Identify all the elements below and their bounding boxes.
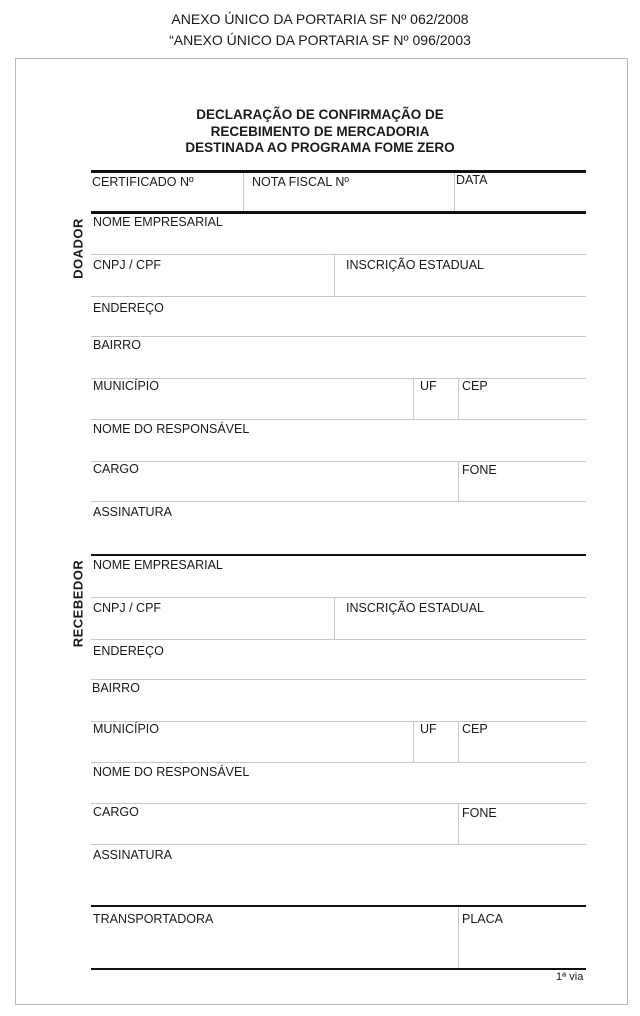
recebedor-section-label: RECEBEDOR xyxy=(70,559,86,648)
recebedor-municipio-label: MUNICÍPIO xyxy=(93,722,159,736)
row-divider xyxy=(91,296,586,297)
header-line-1: ANEXO ÚNICO DA PORTARIA SF Nº 062/2008 xyxy=(171,11,469,27)
row-divider xyxy=(91,803,586,804)
recebedor-cargo-label: CARGO xyxy=(93,805,139,819)
title-line-1: DECLARAÇÃO DE CONFIRMAÇÃO DE xyxy=(196,107,444,122)
divider xyxy=(334,254,335,296)
nota-fiscal-label: NOTA FISCAL Nº xyxy=(252,175,349,189)
row-divider xyxy=(91,378,586,379)
recebedor-responsavel-label: NOME DO RESPONSÁVEL xyxy=(93,765,250,779)
divider xyxy=(458,803,459,844)
recebedor-cnpj-label: CNPJ / CPF xyxy=(93,601,162,615)
row-divider xyxy=(91,597,586,598)
recebedor-cep-label: CEP xyxy=(462,722,488,736)
row-divider xyxy=(91,461,586,462)
recebedor-assinatura-label: ASSINATURA xyxy=(93,848,172,862)
row-divider xyxy=(91,501,586,502)
row-divider xyxy=(91,254,586,255)
doador-top-rule xyxy=(91,211,586,214)
placa-label: PLACA xyxy=(462,912,503,926)
doador-responsavel-label: NOME DO RESPONSÁVEL xyxy=(93,422,250,436)
title-line-2: RECEBIMENTO DE MERCADORIA xyxy=(210,123,430,139)
divider xyxy=(413,721,414,762)
via-label: 1ª via xyxy=(556,971,584,983)
recebedor-ie-label: INSCRIÇÃO ESTADUAL xyxy=(346,601,484,615)
doador-endereco-label: ENDEREÇO xyxy=(93,301,164,315)
divider xyxy=(458,907,459,969)
recebedor-top-rule xyxy=(91,554,586,556)
recebedor-fone-label: FONE xyxy=(462,806,497,820)
row-divider xyxy=(91,336,586,337)
divider xyxy=(458,461,459,501)
doador-cargo-label: CARGO xyxy=(93,462,139,476)
doador-ie-label: INSCRIÇÃO ESTADUAL xyxy=(346,258,484,272)
recebedor-uf-label: UF xyxy=(420,722,437,736)
doador-section-label: DOADOR xyxy=(70,218,86,279)
certificado-label: CERTIFICADO Nº xyxy=(92,175,194,189)
title-line-3: DESTINADA AO PROGRAMA FOME ZERO xyxy=(185,140,455,155)
form-frame xyxy=(15,58,628,1005)
doador-assinatura-label: ASSINATURA xyxy=(93,505,172,519)
divider xyxy=(454,173,455,211)
bottom-rule xyxy=(91,968,586,970)
row-divider xyxy=(91,679,586,680)
data-label: DATA xyxy=(456,173,488,187)
doador-bairro-label: BAIRRO xyxy=(93,338,141,352)
recebedor-endereco-label: ENDEREÇO xyxy=(93,644,164,658)
doador-cep-label: CEP xyxy=(462,379,488,393)
divider xyxy=(458,378,459,419)
form-title xyxy=(0,107,640,157)
row-divider xyxy=(91,721,586,722)
doador-municipio-label: MUNICÍPIO xyxy=(93,379,159,393)
recebedor-nome-empresarial-label: NOME EMPRESARIAL xyxy=(93,558,223,572)
divider xyxy=(413,378,414,419)
row-divider xyxy=(91,762,586,763)
recebedor-bairro-label: BAIRRO xyxy=(92,681,140,695)
divider xyxy=(334,597,335,639)
row-divider xyxy=(91,639,586,640)
doador-fone-label: FONE xyxy=(462,463,497,477)
doador-cnpj-label: CNPJ / CPF xyxy=(93,258,162,272)
top-rule xyxy=(91,170,586,173)
doador-nome-empresarial-label: NOME EMPRESARIAL xyxy=(93,215,223,229)
transportadora-label: TRANSPORTADORA xyxy=(93,912,214,926)
header-line-2: “ANEXO ÚNICO DA PORTARIA SF Nº 096/2003 xyxy=(169,32,471,48)
row-divider xyxy=(91,419,586,420)
divider xyxy=(458,721,459,762)
doador-uf-label: UF xyxy=(420,379,437,393)
transporte-top-rule xyxy=(91,905,586,907)
row-divider xyxy=(91,844,586,845)
divider xyxy=(243,173,244,211)
